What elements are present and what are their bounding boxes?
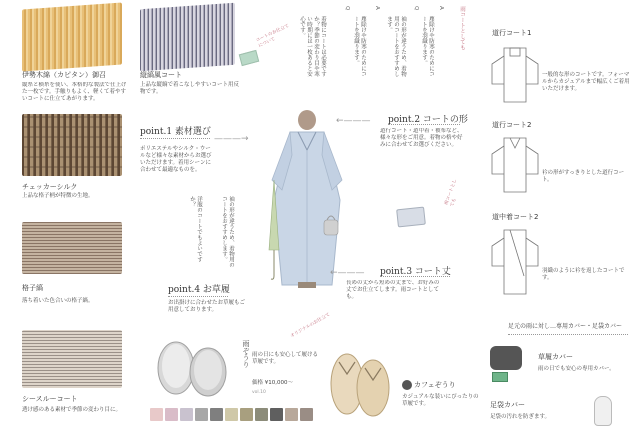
zori-title: 雨ぞうり bbox=[242, 340, 250, 368]
cafe-zori-title: カフェぞうり bbox=[414, 381, 456, 389]
qa-text-2: 塵除けや防寒のためにコートを羽織ります。 bbox=[353, 16, 366, 77]
coat-type-title-1: 道行コート1 bbox=[492, 29, 532, 37]
swatch-6[interactable] bbox=[240, 408, 253, 421]
arrow-left-icon: ←——— bbox=[336, 116, 371, 126]
product-name-4: シースルーコート bbox=[22, 395, 78, 403]
coat-type-desc-1: 一般的な形のコートです。フォーマルからカジュアルまで幅広くご着用いただけます。 bbox=[542, 72, 630, 92]
point1-title: point.1 素材選び bbox=[140, 127, 211, 137]
point4-rule bbox=[168, 296, 228, 297]
clutch-icon bbox=[396, 207, 426, 228]
zori-image bbox=[150, 336, 232, 398]
arrow-right-icon: ———→ bbox=[214, 134, 249, 144]
point1-desc: ポリエステルやシルク・ウールなど様々な素材からお選びいただけます。着用シーンに合わせて最適なものを。 bbox=[140, 146, 212, 173]
product-desc-3: 落ち着いた色合いの格子縞。 bbox=[22, 298, 94, 304]
point2-desc: 道行コート・道中着・被布など、様々な形をご用意。着物の格や好みに合わせてお選びください。 bbox=[380, 128, 463, 148]
qa-q2: Q bbox=[413, 6, 419, 11]
bag-icon bbox=[322, 212, 340, 236]
fabric-image-4 bbox=[22, 330, 122, 388]
zori-cover-thumb bbox=[492, 372, 508, 382]
fabric-image-1 bbox=[22, 3, 122, 72]
center-tag: オリジナルのお仕立て bbox=[289, 312, 332, 340]
qa-a2: A bbox=[438, 6, 444, 10]
product-desc-2: 上品な格子柄が特徴の生地。 bbox=[22, 193, 94, 199]
point2-title: point.2 コートの形 bbox=[388, 115, 468, 125]
swatch-3[interactable] bbox=[195, 408, 208, 421]
accessory-rule bbox=[508, 334, 628, 335]
tabi-cover-image bbox=[594, 396, 612, 426]
qa-text-4: 塵除けや防寒のためにコートを羽織ります。 bbox=[421, 16, 434, 77]
side-note-left: コートのお仕立てについて bbox=[255, 23, 291, 49]
qa-q1: Q bbox=[344, 6, 350, 11]
point1-rule bbox=[140, 138, 210, 139]
product-name-1: 伊勢木綿（カピタン）御召 bbox=[22, 71, 106, 79]
point3-desc: 長めの丈から短めの丈まで、お好みの丈でお仕立てします。雨コートとしても。 bbox=[346, 280, 440, 300]
fabric-image-3 bbox=[22, 222, 122, 274]
zori-price: 価格 ¥10,000〜 bbox=[252, 380, 293, 386]
swatch-5[interactable] bbox=[225, 408, 238, 421]
coat-diagram-3 bbox=[490, 226, 540, 296]
coat-type-desc-2: 衿の形がすっきりとした道行コート。 bbox=[542, 170, 625, 183]
product-name-3: 格子縞 bbox=[22, 284, 43, 292]
swatch-10[interactable] bbox=[300, 408, 313, 421]
point4-title: point.4 お草履 bbox=[168, 285, 230, 295]
coat-type-title-3: 道中着コート2 bbox=[492, 213, 539, 221]
fabric-plaid-overlay-2 bbox=[22, 114, 122, 176]
coat-type-title-2: 道行コート2 bbox=[492, 121, 532, 129]
qa-a1: A bbox=[374, 6, 380, 10]
product-desc-stripe: 上品な縦縞で着こなしやすいコート用反物です。 bbox=[140, 82, 240, 95]
page-num: vol.10 bbox=[252, 390, 266, 395]
product-name-2: チェッカーシルク bbox=[22, 183, 78, 191]
zori-cover-image bbox=[490, 346, 522, 370]
zori-cover-title: 草履カバー bbox=[538, 353, 573, 361]
qa-label-rain: 雨コートとしても bbox=[459, 6, 465, 50]
qa-text-3: 袖の形が違うため、着物用のコートをおすすめします。 bbox=[386, 16, 406, 77]
arrow-left-icon-2: ←——— bbox=[330, 268, 365, 278]
cafe-zori-desc: カジュアルな装いにぴったりの草履です。 bbox=[402, 394, 479, 407]
point2-rule bbox=[388, 124, 460, 125]
qa-text-1: 着物にコートは必要ですか？季節の変わり目や寒い時期には一枚あると安心です。 bbox=[299, 16, 326, 77]
point1-vertical-note-2: 洋服のコートでもよいですか？ bbox=[189, 196, 202, 262]
coat-diagram-1 bbox=[490, 44, 540, 104]
swatch-8[interactable] bbox=[270, 408, 283, 421]
zori-desc: 雨の日にも安心して履ける草履です。 bbox=[252, 352, 319, 365]
fabric-image-stripe bbox=[140, 3, 235, 72]
swatch-card bbox=[239, 50, 259, 66]
accessory-header: 足元の雨に対し…専用カバー・足袋カバー bbox=[508, 323, 623, 330]
swatch-2[interactable] bbox=[180, 408, 193, 421]
swatch-9[interactable] bbox=[285, 408, 298, 421]
right-column bbox=[478, 0, 634, 441]
product-name-stripe: 縦縞風コート bbox=[140, 71, 182, 79]
swatch-4[interactable] bbox=[210, 408, 223, 421]
point1-vertical-note-1: 袖の形が違うため、着物用のコートをおすすめします。 bbox=[221, 196, 234, 268]
cafe-icon bbox=[402, 380, 412, 390]
product-desc-1: 縦糸と横糸を使い、本格的な製法で仕上げた一枚です。手触りもよく、軽くて着やすいコートに仕立てあがります。 bbox=[22, 82, 127, 102]
side-note-right: 雨コートとしても bbox=[444, 178, 459, 208]
tabi-cover-title: 足袋カバー bbox=[490, 401, 525, 409]
left-column bbox=[0, 0, 125, 441]
point4-desc: お出掛けに合わせたお草履もご用意しております。 bbox=[168, 300, 246, 313]
cafe-zori-image bbox=[325, 344, 395, 424]
umbrella-icon bbox=[268, 180, 280, 280]
coat-type-desc-3: 羽織のように衿を返したコートです。 bbox=[542, 268, 625, 281]
swatch-7[interactable] bbox=[255, 408, 268, 421]
swatch-0[interactable] bbox=[150, 408, 163, 421]
coat-diagram-2 bbox=[490, 134, 540, 194]
zori-cover-desc: 雨の日でも安心の専用カバー。 bbox=[538, 366, 615, 372]
tabi-cover-desc: 足袋の汚れを防ぎます。 bbox=[490, 414, 551, 420]
swatch-1[interactable] bbox=[165, 408, 178, 421]
point3-title: point.3 コート丈 bbox=[380, 267, 451, 277]
point3-rule bbox=[380, 276, 450, 277]
product-desc-4: 透け感のある素材で季節の変わり目に。 bbox=[22, 407, 122, 413]
